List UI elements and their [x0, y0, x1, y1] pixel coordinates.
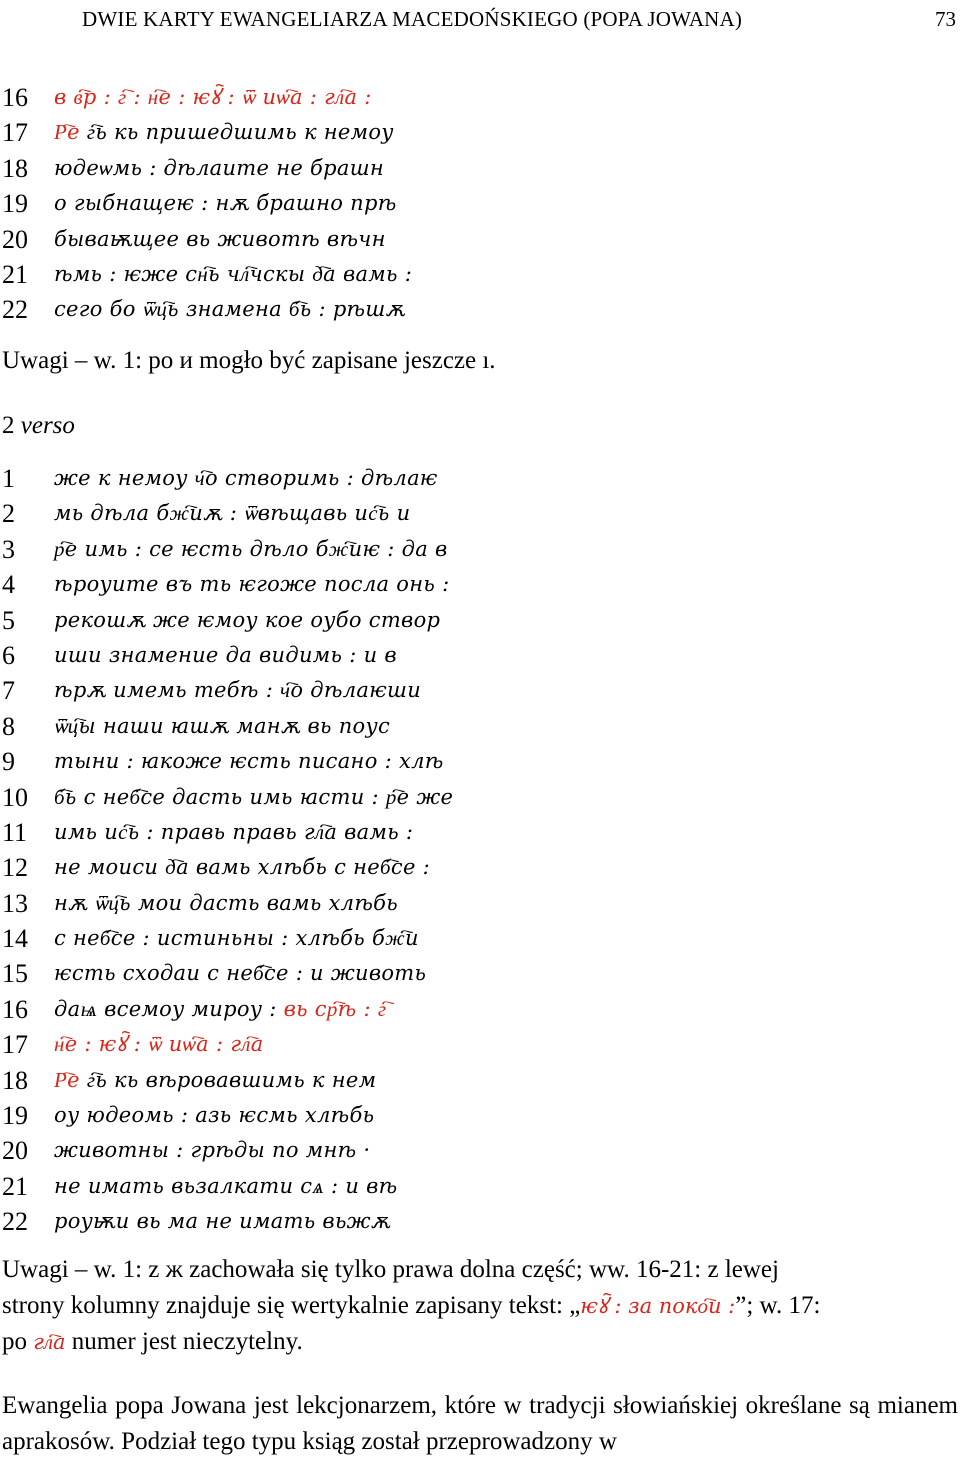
section-heading: [2, 408, 75, 444]
text-segment: сего бо ѿц҇ь знамена б҇ь : рѣшѫ: [54, 297, 406, 322]
text-segment: р҇е имь : се ѥсть дѣло бж҇иѥ : да в: [54, 536, 448, 561]
manuscript-line: [0, 292, 960, 327]
text-segment: мь дѣла бж҇иѫ : ѿвѣщавь ис҇ь и: [54, 501, 411, 526]
line-text: [54, 115, 394, 150]
line-number: 21: [2, 1171, 28, 1201]
line-text: [54, 1098, 374, 1133]
line-number: 7: [2, 676, 15, 706]
line-number: 13: [2, 888, 28, 918]
manuscript-line: [0, 151, 960, 186]
line-number: 16: [2, 83, 28, 112]
line-text: [54, 186, 397, 221]
line-text: [54, 992, 386, 1027]
text-segment: г҇ь кь пришедшимь к немоу: [79, 120, 394, 145]
text-segment: животны : грѣды по мнѣ ·: [54, 1138, 371, 1163]
line-number: 15: [2, 959, 28, 989]
line-number: 1: [2, 464, 15, 493]
text-segment: даѩ всемоу мироу :: [54, 996, 284, 1021]
manuscript-line: [0, 222, 960, 257]
note-2-line-1: Uwagi – w. 1: z ж zachowała się tylko prawa dolna część; ww. 16-21: z lewej: [2, 1256, 779, 1283]
manuscript-line: [0, 886, 960, 921]
manuscript-line: [0, 532, 960, 567]
running-head: [0, 4, 960, 34]
note-2-cyrillic-quote: ѥꙋ҇ : за поко҇и :: [580, 1294, 736, 1318]
line-text: [54, 603, 440, 638]
manuscript-line: [0, 744, 960, 779]
section-label: verso: [20, 412, 75, 439]
note-2-cyrillic-word: гл҇а: [33, 1330, 66, 1354]
body-paragraph: Ewangelia popa Jowana jest lekcjonarzem, które w tradycji słowiańskiej określane są mianem aprakosów. Podział tego typu ksiąg został przeprowadzony w: [2, 1392, 958, 1455]
line-text: [54, 744, 444, 779]
manuscript-line: [0, 80, 960, 115]
page-number: 73: [935, 7, 956, 31]
manuscript-line: [0, 850, 960, 885]
line-text: [54, 461, 438, 496]
line-text: [54, 496, 410, 531]
manuscript-line: [0, 115, 960, 150]
manuscript-line: [0, 1204, 960, 1239]
line-text: [54, 815, 413, 850]
line-number: 20: [2, 1136, 28, 1166]
line-number: 9: [2, 747, 15, 777]
note-2-text: strony kolumny znajduje się wertykalnie zapisany tekst: „: [2, 1292, 581, 1319]
note-2-text: numer jest nieczytelny.: [65, 1328, 303, 1355]
manuscript-line: [0, 815, 960, 850]
line-number: 17: [2, 1030, 28, 1060]
manuscript-line: [0, 567, 960, 602]
manuscript-line: [0, 1098, 960, 1133]
line-number: 18: [2, 1065, 28, 1095]
line-number: 5: [2, 605, 15, 635]
note-2-line-3: [2, 1324, 958, 1360]
manuscript-line: [0, 1169, 960, 1204]
manuscript-line: [0, 461, 960, 496]
manuscript-line: [0, 638, 960, 673]
note-2-line-2: [2, 1288, 958, 1324]
line-number: 22: [2, 1207, 28, 1237]
text-segment: ѣмь : ѥже сн҇ь чл҇чскы д҇а вамь :: [54, 261, 413, 286]
manuscript-line: [0, 257, 960, 292]
text-segment: нѫ ѿц҇ь мои дасть вамь хлѣбь: [54, 890, 399, 915]
manuscript-line: [0, 992, 960, 1027]
line-text: [54, 886, 398, 921]
text-segment: же к немоу ч҇о створимь : дѣлаѥ: [54, 466, 438, 490]
text-segment: с неб҇се : истиньны : хлѣбь бж҇и: [54, 926, 419, 951]
line-number: 14: [2, 924, 28, 954]
note-2-text: po: [2, 1328, 34, 1355]
manuscript-line: [0, 780, 960, 815]
line-number: 19: [2, 189, 28, 219]
text-segment: бываѭщее вь животѣ вѣчн: [54, 226, 386, 251]
line-number: 3: [2, 534, 15, 564]
line-number: 19: [2, 1101, 28, 1131]
rubric-segment: Р҇е: [54, 120, 80, 145]
line-text: [54, 850, 430, 885]
text-segment: оу юдеомь : азь ѥсмь хлѣбь: [54, 1103, 375, 1128]
line-number: 11: [2, 817, 28, 847]
text-segment: б҇ь с неб҇се дасть имь ꙗсти : р҇е же: [54, 784, 454, 809]
line-text: [54, 151, 384, 186]
text-block-1: [0, 80, 960, 328]
line-text: [54, 80, 372, 115]
manuscript-line: [0, 921, 960, 956]
line-text: [54, 709, 390, 744]
text-segment: рекошѫ же ѥмоу кое оубо створ: [54, 607, 441, 632]
line-text: [54, 532, 448, 567]
text-segment: ѣроуите въ ть ѥгоже посла онь :: [54, 572, 450, 597]
manuscript-line: [0, 673, 960, 708]
line-number: 2: [2, 499, 15, 529]
line-text: [54, 292, 405, 327]
manuscript-line: [0, 709, 960, 744]
text-segment: не моиси д҇а вамь хлѣбь с неб҇се :: [54, 855, 431, 880]
manuscript-line: [0, 1063, 960, 1098]
manuscript-line: [0, 603, 960, 638]
line-number: 20: [2, 224, 28, 254]
rubric-segment: вь ср҇ѣ : г҇: [283, 996, 387, 1021]
text-segment: о гыбнащеѥ : нѫ брашно прѣ: [54, 191, 397, 216]
rubric-segment: в в҇р : г҇ : н҇е : ѥꙋ҇ : ѿ иѡ҇а : гл҇а :: [54, 85, 372, 109]
manuscript-line: [0, 1133, 960, 1168]
line-number: 21: [2, 259, 28, 289]
running-title: DWIE KARTY EWANGELIARZA MACEDOŃSKIEGO (POPA JOWANA): [82, 7, 743, 31]
line-number: 22: [2, 295, 28, 325]
line-text: [54, 921, 419, 956]
text-segment: имь ис҇ь : правь правь гл҇а вамь :: [54, 819, 414, 844]
note-2: [2, 1252, 958, 1360]
text-segment: тыни : ꙗкоже ѥсть писано : хлѣ: [54, 749, 444, 774]
line-text: [54, 257, 412, 292]
line-number: 6: [2, 640, 15, 670]
line-text: [54, 1027, 264, 1062]
text-segment: роуѭи вь ма не имать вьжѫ: [54, 1209, 391, 1234]
section-number: 2: [2, 412, 15, 439]
manuscript-line: [0, 186, 960, 221]
note-1: Uwagi – w. 1: po и mogło być zapisane jeszcze ı.: [2, 347, 496, 374]
manuscript-line: [0, 1027, 960, 1062]
text-segment: иши знамение да видимь : и в: [54, 642, 397, 667]
line-text: [54, 780, 453, 815]
text-segment: не имать вьзалкати сѧ : и вѣ: [54, 1173, 398, 1198]
note-2-text: ”; w. 17:: [735, 1292, 821, 1319]
line-text: [54, 956, 426, 991]
line-text: [54, 638, 397, 673]
line-number: 4: [2, 570, 15, 600]
line-number: 10: [2, 782, 28, 812]
line-text: [54, 673, 421, 708]
rubric-segment: Р҇е: [54, 1067, 80, 1092]
line-text: [54, 1204, 390, 1239]
line-text: [54, 1133, 370, 1168]
text-segment: юдеѡмь : дѣлаите не брашн: [54, 155, 385, 180]
line-number: 8: [2, 711, 15, 741]
line-text: [54, 567, 449, 602]
manuscript-line: [0, 496, 960, 531]
line-text: [54, 1063, 376, 1098]
text-block-2: [0, 461, 960, 1240]
text-segment: ѿц҇ы наши ꙗшѫ манѫ вь поус: [54, 713, 391, 738]
line-text: [54, 1169, 398, 1204]
manuscript-line: [0, 956, 960, 991]
line-text: [54, 222, 386, 257]
line-number: 18: [2, 153, 28, 183]
line-number: 12: [2, 853, 28, 883]
line-number: 17: [2, 118, 28, 148]
text-segment: г҇ь кь вѣровавшимь к нем: [79, 1067, 377, 1092]
text-segment: ѣрѫ имемь тебѣ : ч҇о дѣлаѥши: [54, 678, 422, 703]
text-segment: ѥсть сходаи с неб҇се : и животь: [54, 961, 427, 986]
rubric-segment: н҇е : ѥꙋ҇ : ѿ иѡ҇а : гл҇а: [54, 1032, 264, 1057]
line-number: 16: [2, 994, 28, 1024]
